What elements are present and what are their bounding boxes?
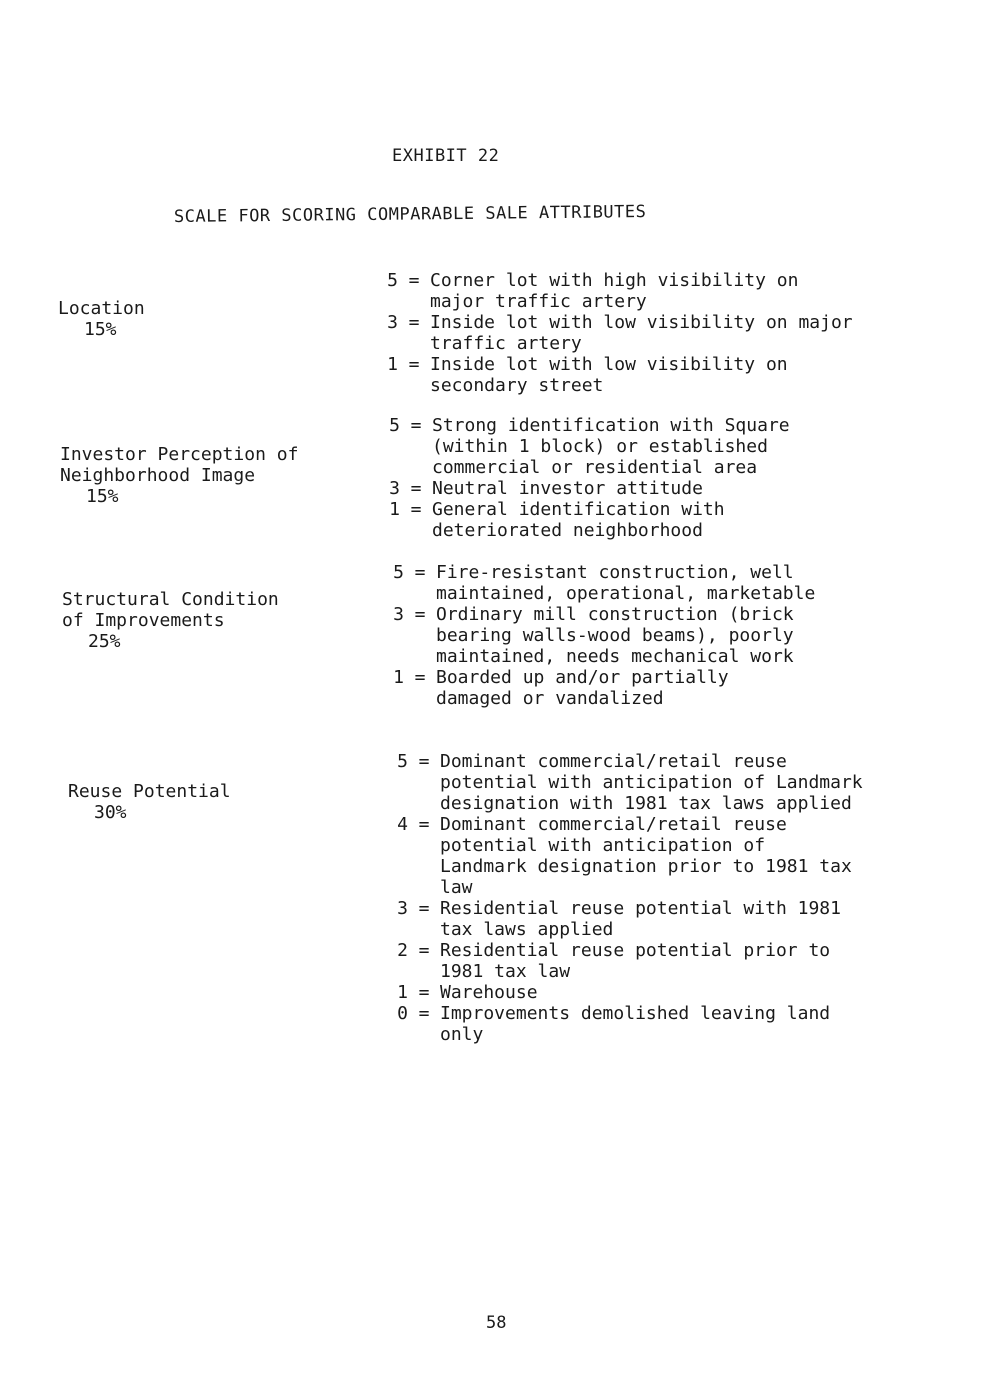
attribute-weight: 15% [86, 486, 119, 507]
attribute-name: Structural Condition of Improvements [62, 589, 279, 631]
attribute-weight: 25% [88, 631, 121, 652]
score-item: 3 = Residential reuse potential with 1981 tax laws applied [390, 898, 880, 940]
score-description: Fire-resistant construction, well maintained, operational, marketable [436, 562, 816, 604]
score-list-reuse-potential [390, 751, 880, 1045]
score-item: 5 = Fire-resistant construction, well maintained, operational, marketable [386, 562, 866, 604]
score-item: 2 = Residential reuse potential prior to 1981 tax law [390, 940, 880, 982]
score-value: 3 [393, 604, 404, 625]
score-description: General identification with deteriorated neighborhood [432, 499, 725, 541]
attribute-location [58, 277, 145, 361]
attribute-investor-perception [60, 423, 298, 528]
score-item: 3 = Neutral investor attitude [382, 478, 852, 499]
score-description: Improvements demolished leaving land only [440, 1003, 831, 1045]
score-description: Ordinary mill construction (brick bearing walls-wood beams), poorly maintained, needs mechanical work [436, 604, 794, 667]
score-item: 1 = Inside lot with low visibility on secondary street [380, 354, 860, 396]
exhibit-label: EXHIBIT 22 [392, 146, 500, 166]
score-description: Inside lot with low visibility on major traffic artery [430, 312, 853, 354]
score-value: 5 [389, 415, 400, 436]
score-description: Dominant commercial/retail reuse potential with anticipation of Landmark designation with 1981 tax laws applied [440, 751, 863, 814]
score-value: 2 [397, 940, 408, 961]
score-description: Dominant commercial/retail reuse potential with anticipation of Landmark designation prior to 1981 tax law [440, 814, 852, 898]
score-value: 1 [397, 982, 408, 1003]
score-value: 3 [387, 312, 398, 333]
score-description: Residential reuse potential prior to 1981 tax law [440, 940, 831, 982]
score-item: 3 = Ordinary mill construction (brick bearing walls-wood beams), poorly maintained, needs mechanical work [386, 604, 866, 667]
score-item: 1 = Warehouse [390, 982, 880, 1003]
score-value: 3 [397, 898, 408, 919]
score-value: 5 [393, 562, 404, 583]
score-value: 4 [397, 814, 408, 835]
attribute-name: Location [58, 298, 145, 319]
attribute-name: Reuse Potential [68, 781, 231, 802]
attribute-reuse-potential [68, 760, 231, 844]
score-description: Inside lot with low visibility on secondary street [430, 354, 788, 396]
score-item: 3 = Inside lot with low visibility on major traffic artery [380, 312, 860, 354]
attribute-name: Investor Perception of Neighborhood Image [60, 444, 299, 486]
page-title: SCALE FOR SCORING COMPARABLE SALE ATTRIBUTES [173, 202, 647, 227]
attribute-weight: 15% [84, 319, 117, 340]
score-item: 5 = Dominant commercial/retail reuse potential with anticipation of Landmark designation with 1981 tax laws applied [390, 751, 880, 814]
score-description: Corner lot with high visibility on major traffic artery [430, 270, 799, 312]
score-item: 0 = Improvements demolished leaving land only [390, 1003, 880, 1045]
score-value: 0 [397, 1003, 408, 1024]
score-list-location [380, 270, 860, 396]
score-item: 1 = General identification with deteriorated neighborhood [382, 499, 852, 541]
score-list-investor-perception [382, 415, 852, 541]
score-value: 1 [393, 667, 404, 688]
score-item: 5 = Strong identification with Square (within 1 block) or established commercial or residential area [382, 415, 852, 478]
score-description: Neutral investor attitude [432, 478, 703, 499]
score-list-structural-condition [386, 562, 866, 709]
score-value: 5 [397, 751, 408, 772]
score-item: 4 = Dominant commercial/retail reuse potential with anticipation of Landmark designation prior to 1981 tax law [390, 814, 880, 898]
score-description: Warehouse [440, 982, 538, 1003]
score-description: Strong identification with Square (within 1 block) or established commercial or residential area [432, 415, 790, 478]
score-description: Boarded up and/or partially damaged or vandalized [436, 667, 729, 709]
attribute-weight: 30% [94, 802, 127, 823]
score-value: 3 [389, 478, 400, 499]
page-number: 58 [486, 1313, 507, 1333]
score-value: 1 [387, 354, 398, 375]
score-value: 1 [389, 499, 400, 520]
attribute-structural-condition [62, 568, 279, 673]
score-item: 1 = Boarded up and/or partially damaged or vandalized [386, 667, 866, 709]
score-value: 5 [387, 270, 398, 291]
score-description: Residential reuse potential with 1981 tax laws applied [440, 898, 841, 940]
score-item: 5 = Corner lot with high visibility on major traffic artery [380, 270, 860, 312]
